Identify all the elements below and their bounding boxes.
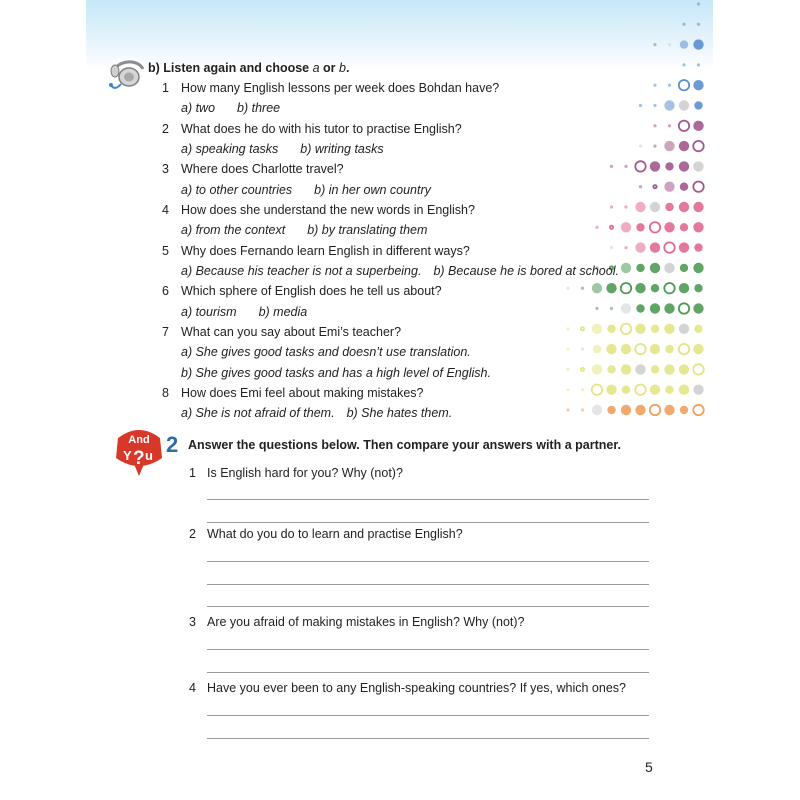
decorative-dot xyxy=(664,303,674,313)
decorative-dot xyxy=(697,23,700,26)
decorative-dot xyxy=(566,368,569,371)
decorative-dot xyxy=(679,364,689,374)
question-number: 3 xyxy=(162,162,169,176)
decorative-dot xyxy=(606,385,616,395)
decorative-dot xyxy=(621,283,631,293)
option-7a xyxy=(181,345,493,359)
option-a[interactable]: a) She is not afraid of them. xyxy=(181,406,335,420)
and-you-badge-icon xyxy=(112,424,166,482)
question-8 xyxy=(162,386,423,400)
open-question-4 xyxy=(189,681,626,695)
question-number: 7 xyxy=(162,325,169,339)
option-b[interactable]: b) three xyxy=(237,101,281,115)
decorative-dot xyxy=(679,202,689,212)
question-number: 8 xyxy=(162,386,169,400)
answer-line[interactable] xyxy=(207,606,649,607)
decorative-dot xyxy=(653,84,656,87)
decorative-dot xyxy=(679,324,689,334)
question-number: 5 xyxy=(162,244,169,258)
decorative-dot xyxy=(610,246,613,249)
decorative-dot xyxy=(664,222,674,232)
page-number: 5 xyxy=(645,759,653,775)
decorative-dot xyxy=(592,283,602,293)
decorative-dot xyxy=(693,80,703,90)
answer-line[interactable] xyxy=(207,649,649,650)
instruction-a: a xyxy=(312,61,320,75)
decorative-dot xyxy=(665,386,673,394)
decorative-dot xyxy=(680,223,688,231)
decorative-dot xyxy=(697,63,700,66)
question-number: 4 xyxy=(189,681,196,695)
decorative-dot xyxy=(650,161,660,171)
exercise-b-instruction xyxy=(148,61,349,75)
question-5 xyxy=(162,244,470,258)
decorative-dot xyxy=(635,242,645,252)
decorative-dot xyxy=(635,405,645,415)
decorative-dot xyxy=(650,242,660,252)
decorative-dot xyxy=(664,283,674,293)
decorative-dot xyxy=(635,283,645,293)
option-b[interactable]: b) writing tasks xyxy=(300,142,384,156)
question-text: Are you afraid of making mistakes in English? Why (not)? xyxy=(207,615,525,629)
decorative-dot xyxy=(581,388,584,391)
decorative-dot xyxy=(621,303,631,313)
question-text: What can you say about Emi’s teacher? xyxy=(181,325,402,339)
decorative-dot xyxy=(624,205,627,208)
question-text: What does he do with his tutor to practise English? xyxy=(181,122,462,136)
decorative-dot xyxy=(566,287,569,290)
decorative-dot xyxy=(593,345,601,353)
decorative-dot xyxy=(679,344,689,354)
option-7b xyxy=(181,366,513,380)
decorative-dot xyxy=(682,23,685,26)
badge-letter-u: u xyxy=(145,448,153,463)
decorative-dot xyxy=(635,202,645,212)
open-question-1 xyxy=(189,466,403,480)
decorative-dot xyxy=(653,145,656,148)
decorative-dot xyxy=(650,303,660,313)
question-6 xyxy=(162,284,442,298)
decorative-dot xyxy=(679,242,689,252)
question-number: 1 xyxy=(189,466,196,480)
decorative-dot xyxy=(639,104,642,107)
open-question-3 xyxy=(189,615,525,629)
decorative-dot xyxy=(694,243,702,251)
decorative-dot xyxy=(639,185,642,188)
decorative-dot xyxy=(566,348,569,351)
decorative-dot xyxy=(693,263,703,273)
decorative-dot xyxy=(607,365,615,373)
options-4 xyxy=(181,223,449,237)
decorative-dot xyxy=(650,263,660,273)
decorative-dot xyxy=(621,405,631,415)
question-text: Where does Charlotte travel? xyxy=(181,162,344,176)
decorative-dot xyxy=(664,364,674,374)
decorative-dot xyxy=(679,100,689,110)
decorative-dot xyxy=(592,364,602,374)
decorative-dot xyxy=(607,325,615,333)
decorative-dot xyxy=(694,101,702,109)
answer-line[interactable] xyxy=(207,499,649,500)
decorative-dot xyxy=(595,226,598,229)
decorative-dot xyxy=(607,406,615,414)
options-8 xyxy=(181,406,474,420)
option-b[interactable]: b) Because he is bored at school. xyxy=(433,264,619,278)
decorative-dot xyxy=(693,161,703,171)
question-text: How many English lessons per week does Bohdan have? xyxy=(181,81,500,95)
option-b[interactable]: b) in her own country xyxy=(314,183,431,197)
decorative-dot xyxy=(679,161,689,171)
decorative-dot xyxy=(622,386,630,394)
decorative-dot xyxy=(610,307,613,310)
option-b[interactable]: b) by translating them xyxy=(307,223,428,237)
decorative-dot xyxy=(680,40,688,48)
option-a[interactable]: a) tourism xyxy=(181,305,237,319)
decorative-dot xyxy=(610,165,613,168)
badge-question-mark: ? xyxy=(133,448,145,469)
decorative-dot xyxy=(680,183,688,191)
option-a[interactable]: a) speaking tasks xyxy=(181,142,279,156)
decorative-dot xyxy=(693,303,703,313)
decorative-dot xyxy=(693,364,703,374)
decorative-dot xyxy=(664,405,674,415)
instruction-start: b) Listen again and choose xyxy=(148,61,313,75)
decorative-dot xyxy=(693,222,703,232)
decorative-dot xyxy=(610,205,613,208)
decorative-dot xyxy=(694,284,702,292)
question-number: 3 xyxy=(189,615,196,629)
decorative-dot xyxy=(682,63,685,66)
question-text: Which sphere of English does he tell us about? xyxy=(181,284,442,298)
answer-line[interactable] xyxy=(207,672,649,673)
decorative-dot xyxy=(621,364,631,374)
question-2 xyxy=(162,122,462,136)
option-b[interactable]: b) She hates them. xyxy=(346,406,453,420)
decorative-dot xyxy=(621,344,631,354)
decorative-dot xyxy=(624,165,627,168)
decorative-dot xyxy=(668,124,671,127)
decorative-dot xyxy=(664,141,674,151)
decorative-dot xyxy=(679,141,689,151)
decorative-dot xyxy=(653,104,656,107)
decorative-dot xyxy=(665,345,673,353)
option-a[interactable]: a) two xyxy=(181,101,216,115)
question-number: 4 xyxy=(162,203,169,217)
decorative-dot xyxy=(668,43,671,46)
decorative-dot xyxy=(693,405,703,415)
decorative-dot xyxy=(664,100,674,110)
decorative-dot xyxy=(653,43,656,46)
options-6 xyxy=(181,305,329,319)
option-b[interactable]: b) media xyxy=(258,305,308,319)
decorative-dot xyxy=(694,325,702,333)
decorative-dot xyxy=(566,388,569,391)
decorative-dot xyxy=(592,405,602,415)
options-2 xyxy=(181,142,406,156)
decorative-dot xyxy=(679,303,689,313)
decorative-dot xyxy=(606,344,616,354)
question-number: 2 xyxy=(162,122,169,136)
decorative-dot xyxy=(680,264,688,272)
option-a[interactable]: a) to other countries xyxy=(181,183,293,197)
decorative-dot xyxy=(635,324,645,334)
decorative-dot xyxy=(635,344,645,354)
question-text: Have you ever been to any English-speaking countries? If yes, which ones? xyxy=(207,681,626,695)
decorative-dot xyxy=(679,121,689,131)
question-text: How does she understand the new words in English? xyxy=(181,203,475,217)
option-a[interactable]: a) She gives good tasks and doesn’t use translation. xyxy=(181,345,471,359)
decorative-dot xyxy=(693,141,703,151)
decorative-dot xyxy=(664,182,674,192)
decorative-dot xyxy=(621,222,631,232)
decorative-dot xyxy=(664,263,674,273)
decorative-dot xyxy=(581,348,584,351)
decorative-dot xyxy=(566,327,569,330)
question-text: How does Emi feel about making mistakes? xyxy=(181,386,424,400)
decorative-dot xyxy=(581,327,584,330)
decorative-dot xyxy=(679,283,689,293)
decorative-dot xyxy=(606,283,616,293)
decorative-dot xyxy=(651,365,659,373)
question-7 xyxy=(162,325,401,339)
decorative-dot xyxy=(635,161,645,171)
decorative-dot xyxy=(610,226,613,229)
decorative-dot xyxy=(650,222,660,232)
decorative-dot xyxy=(679,385,689,395)
options-5 xyxy=(181,264,641,278)
question-1 xyxy=(162,81,499,95)
decorative-dot xyxy=(668,84,671,87)
decorative-dot xyxy=(693,39,703,49)
decorative-dot xyxy=(679,80,689,90)
decorative-dot xyxy=(595,307,598,310)
decorative-dot xyxy=(653,124,656,127)
decorative-dot xyxy=(581,408,584,411)
option-a[interactable]: a) Because his teacher is not a superbeing. xyxy=(181,264,422,278)
decorative-dot xyxy=(693,385,703,395)
decorative-dot xyxy=(566,408,569,411)
question-text: Why does Fernando learn English in different ways? xyxy=(181,244,470,258)
decorative-dot xyxy=(650,405,660,415)
instruction-end: . xyxy=(345,61,350,75)
answer-line[interactable] xyxy=(207,522,649,523)
option-a[interactable]: a) from the context xyxy=(181,223,286,237)
instruction-or: or xyxy=(319,61,340,75)
decorative-dot xyxy=(581,287,584,290)
exercise-number: 2 xyxy=(166,432,179,457)
decorative-dot xyxy=(697,2,700,5)
options-3 xyxy=(181,183,453,197)
decorative-dot xyxy=(621,324,631,334)
question-3 xyxy=(162,162,344,176)
exercise-2-instruction: Answer the questions below. Then compare your answers with a partner. xyxy=(188,438,621,452)
decorative-dot xyxy=(693,182,703,192)
decorative-dot xyxy=(693,202,703,212)
decorative-dot xyxy=(664,324,674,334)
decorative-dot xyxy=(665,162,673,170)
answer-line[interactable] xyxy=(207,584,649,585)
question-number: 2 xyxy=(189,527,196,541)
decorative-dot xyxy=(664,242,674,252)
instruction-b: b xyxy=(339,61,346,75)
answer-line[interactable] xyxy=(207,561,649,562)
decorative-dot xyxy=(693,344,703,354)
decorative-dot xyxy=(636,304,644,312)
badge-top-text: And xyxy=(128,434,150,446)
decorative-dot xyxy=(639,145,642,148)
headset-icon xyxy=(107,55,151,93)
question-4 xyxy=(162,203,475,217)
open-question-2 xyxy=(189,527,463,541)
decorative-dot xyxy=(650,344,660,354)
answer-line[interactable] xyxy=(207,715,649,716)
decorative-dot xyxy=(635,385,645,395)
decorative-dot xyxy=(680,406,688,414)
decorative-dot xyxy=(665,203,673,211)
decorative-dot xyxy=(651,284,659,292)
decorative-dot xyxy=(650,202,660,212)
decorative-dot xyxy=(636,223,644,231)
decorative-dot xyxy=(651,325,659,333)
question-number: 1 xyxy=(162,81,169,95)
decorative-dot xyxy=(592,385,602,395)
badge-letter-y: Y xyxy=(123,448,132,463)
options-1 xyxy=(181,101,302,115)
decorative-dot xyxy=(635,364,645,374)
decorative-dot xyxy=(653,185,656,188)
decorative-dot xyxy=(650,385,660,395)
answer-line[interactable] xyxy=(207,738,649,739)
decorative-dot-pattern xyxy=(560,0,800,430)
question-number: 6 xyxy=(162,284,169,298)
option-b[interactable]: b) She gives good tasks and has a high level of English. xyxy=(181,366,491,380)
decorative-dot xyxy=(693,121,703,131)
decorative-dot xyxy=(581,368,584,371)
question-text: What do you do to learn and practise English? xyxy=(207,527,463,541)
question-text: Is English hard for you? Why (not)? xyxy=(207,466,403,480)
decorative-dot xyxy=(624,246,627,249)
decorative-dot xyxy=(592,324,602,334)
